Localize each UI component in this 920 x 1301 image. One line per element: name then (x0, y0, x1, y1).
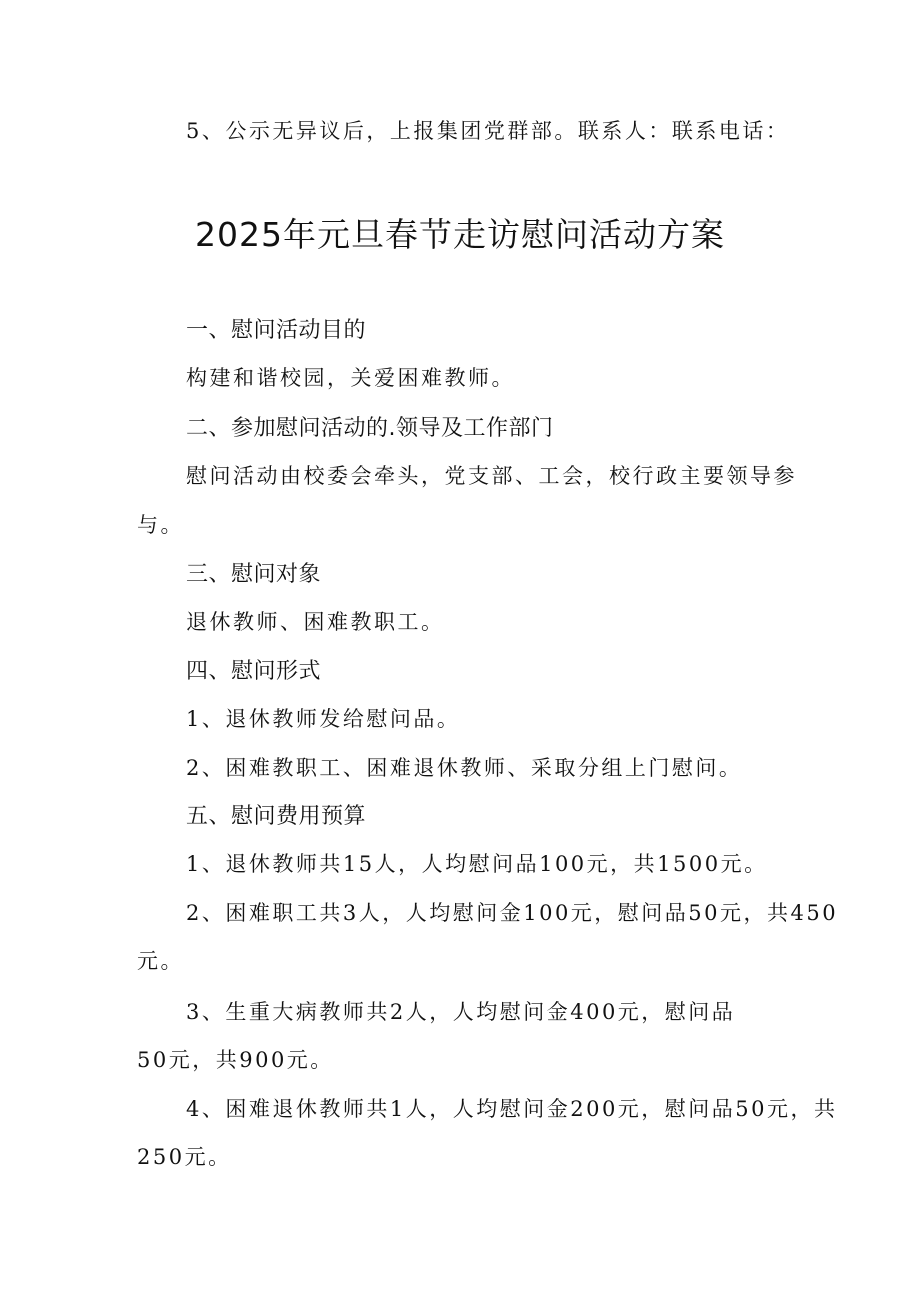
paragraph-line: 1、退休教师共15人，人均慰问品100元，共1500元。 (186, 852, 768, 876)
section-heading-purpose: 一、慰问活动目的 (186, 318, 367, 343)
paragraph-line: 2、困难教职工、困难退休教师、采取分组上门慰问。 (186, 756, 743, 780)
paragraph-line: 2、困难职工共3人，人均慰问金100元，慰问品50元，共450 (186, 901, 839, 925)
paragraph-line: 与。 (137, 513, 184, 537)
paragraph-line: 元。 (137, 949, 184, 973)
paragraph-line: 250元。 (137, 1145, 232, 1169)
document-title: 2025年元旦春节走访慰问活动方案 (195, 215, 725, 254)
section-heading-targets: 三、慰问对象 (186, 562, 322, 587)
section-heading-forms: 四、慰问形式 (186, 659, 322, 684)
section-heading-budget: 五、慰问费用预算 (186, 804, 367, 829)
paragraph-line: 退休教师、困难教职工。 (186, 610, 445, 634)
intro-line: 5、公示无异议后，上报集团党群部。联系人：联系电话： (186, 119, 790, 143)
section-heading-participants: 二、参加慰问活动的.领导及工作部门 (186, 416, 554, 441)
paragraph-line: 构建和谐校园，关爱困难教师。 (186, 366, 515, 390)
paragraph-line: 3、生重大病教师共2人，人均慰问金400元，慰问品 (186, 1000, 736, 1024)
paragraph-line: 50元，共900元。 (137, 1048, 334, 1072)
paragraph-line: 慰问活动由校委会牵头，党支部、工会，校行政主要领导参 (186, 464, 797, 488)
paragraph-line: 4、困难退休教师共1人，人均慰问金200元，慰问品50元，共 (186, 1097, 838, 1121)
paragraph-line: 1、退休教师发给慰问品。 (186, 707, 461, 731)
